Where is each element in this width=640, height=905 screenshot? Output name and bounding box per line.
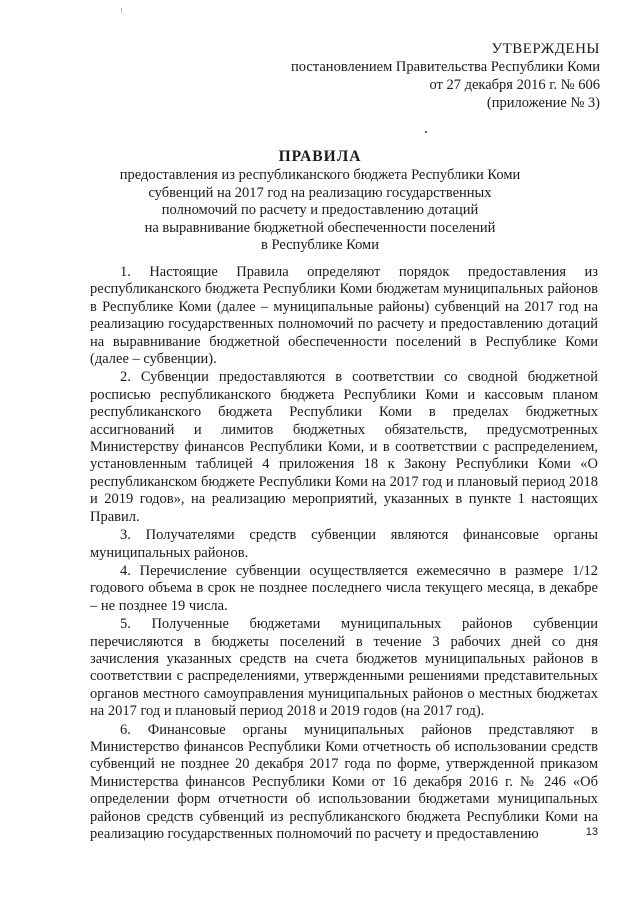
document-heading xyxy=(0,147,640,255)
paragraph-3: 3. Получателями средств субвенции являются финансовые органы муниципальных районов. xyxy=(90,527,598,561)
subtitle-line-4: на выравнивание бюджетной обеспеченности поселений xyxy=(144,219,496,236)
paragraph-2: 2. Субвенции предоставляются в соответствии со сводной бюджетной росписью республиканского бюджета Республики Коми и кассовым планом республиканского бюджета Республики Коми в пределах бюджетных ассигнований и лимитов бюджетных обязательств, предусмотренных Министерству финансов Республики Коми, и в соответствии с распределением, установленным таблицей 4 приложения 18 к Закону Республики Коми «О республиканском бюджете Республики Коми на 2017 год и плановый период 2018 и 2019 годов», на реализацию мероприятий, указанных в пункте 1 настоящих Правил. xyxy=(90,369,598,525)
paragraph-5: 5. Полученные бюджетами муниципальных районов субвенции перечисляются в бюджеты поселений в течение 3 рабочих дней со дня зачисления указанных средств на счета бюджетов муниципальных районов в соответствии с распределениями, утвержденными решениями представительных органов местного самоуправления муниципальных районов о местных бюджетах на 2017 год и плановый период 2018 и 2019 годов (на 2017 год). xyxy=(90,616,598,720)
scan-dot xyxy=(425,131,427,133)
document-title: ПРАВИЛА xyxy=(278,148,362,165)
approval-line-2: от 27 декабря 2016 г. № 606 xyxy=(429,77,600,93)
approval-line-3: (приложение № 3) xyxy=(486,95,600,111)
approval-block xyxy=(291,40,600,112)
approval-line-1: постановлением Правительства Республики Коми xyxy=(291,59,600,75)
page-number: 13 xyxy=(585,826,598,838)
subtitle-line-5: в Республике Коми xyxy=(260,237,379,253)
subtitle-line-3: полномочий по расчету и предоставлению дотаций xyxy=(161,202,479,218)
subtitle-line-2: субвенций на 2017 год на реализацию государственных xyxy=(148,184,492,201)
subtitle-line-1: предоставления из республиканского бюджета Республики Коми xyxy=(119,167,521,183)
paragraph-4: 4. Перечисление субвенции осуществляется ежемесячно в размере 1/12 годового объема в срок не позднее последнего числа текущего месяца, в декабре – не позднее 19 числа. xyxy=(90,562,598,614)
rules-body xyxy=(90,264,598,844)
paragraph-1: 1. Настоящие Правила определяют порядок предоставления из республиканского бюджета Республики Коми бюджетам муниципальных районов в Республике Коми (далее – муниципальные районы) субвенций на 2017 год на реализацию государственных полномочий по расчету и предоставлению дотаций на выравнивание бюджетной обеспеченности поселений в Республике Коми (далее – субвенции). xyxy=(90,264,598,368)
scan-mark xyxy=(121,8,122,13)
paragraph-6: 6. Финансовые органы муниципальных районов представляют в Министерство финансов Республики Коми отчетность об использовании средств субвенций не позднее 20 декабря 2017 года по форме, утвержденной приказом Министерства финансов Республики Коми от 16 декабря 2016 г. № 246 «Об определении форм отчетности об использовании бюджетами муниципальных районов средств субвенций из республиканского бюджета Республики Коми на реализацию государственных полномочий по расчету и предоставлению xyxy=(90,721,598,842)
approval-title: УТВЕРЖДЕНЫ xyxy=(491,41,600,57)
